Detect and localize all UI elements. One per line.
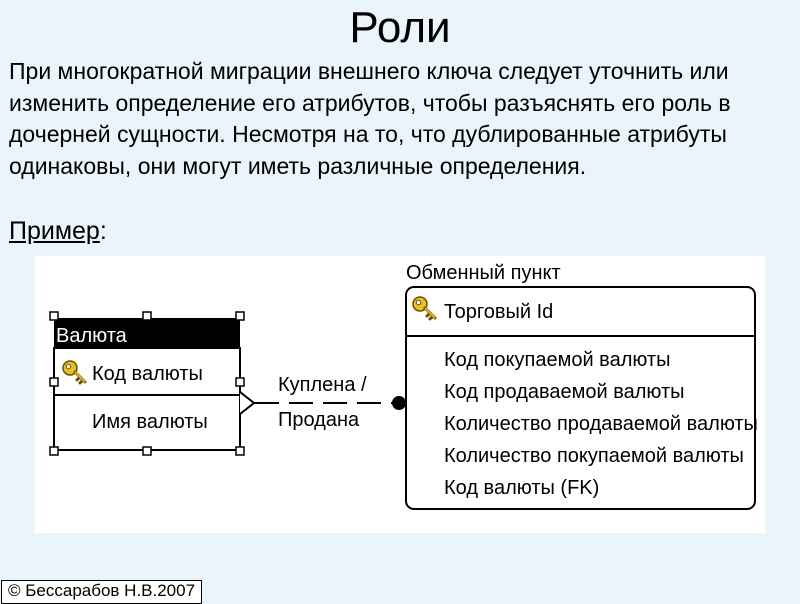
entity-currency-attribute: Имя валюты: [92, 411, 208, 433]
copyright-footer: © Бессарабов Н.В.2007: [1, 580, 202, 604]
entity-attribute: Количество продаваемой валюты: [444, 413, 758, 435]
entity-currency-key: Код валюты: [92, 363, 203, 385]
entity-attribute: Количество покупаемой валюты: [444, 445, 744, 467]
relationship-label-line1: Куплена /: [278, 374, 367, 396]
selection-handle[interactable]: [236, 378, 244, 386]
example-heading: [9, 216, 107, 246]
entity-exchange-point[interactable]: [406, 262, 758, 509]
relationship-many-dot: [392, 396, 406, 410]
entity-exchange-point-name: Обменный пункт: [406, 262, 561, 284]
example-colon: :: [99, 217, 107, 245]
selection-handle[interactable]: [143, 312, 151, 320]
entity-attribute: Код продаваемой валюты: [444, 381, 685, 403]
er-diagram-canvas: [35, 256, 765, 533]
relationship-diamond: [240, 392, 254, 414]
selection-handle[interactable]: [50, 447, 58, 455]
relationship-bought-sold[interactable]: [240, 374, 407, 431]
slide-paragraph: При многократной миграции внешнего ключа следует уточнить или изменить определение его атрибутов, чтобы разъяснять его роль в дочерней сущности. Несмотря на то, что дублированные атрибуты одинаковы, они могут иметь различные определения.: [9, 58, 731, 179]
relationship-label-line2: Продана: [278, 409, 360, 431]
entity-attribute: Код покупаемой валюты: [444, 349, 671, 371]
slide-title: Роли: [349, 3, 451, 52]
selection-handle[interactable]: [50, 378, 58, 386]
entity-attribute: Код валюты (FK): [444, 477, 600, 499]
selection-handle[interactable]: [236, 312, 244, 320]
selection-handle[interactable]: [236, 447, 244, 455]
er-diagram: [35, 256, 765, 533]
entity-currency[interactable]: [50, 312, 244, 455]
entity-currency-name: Валюта: [56, 325, 127, 347]
entity-exchange-point-key: Торговый Id: [444, 301, 554, 323]
selection-handle[interactable]: [143, 447, 151, 455]
selection-handle[interactable]: [50, 312, 58, 320]
example-label: Пример: [9, 217, 100, 245]
